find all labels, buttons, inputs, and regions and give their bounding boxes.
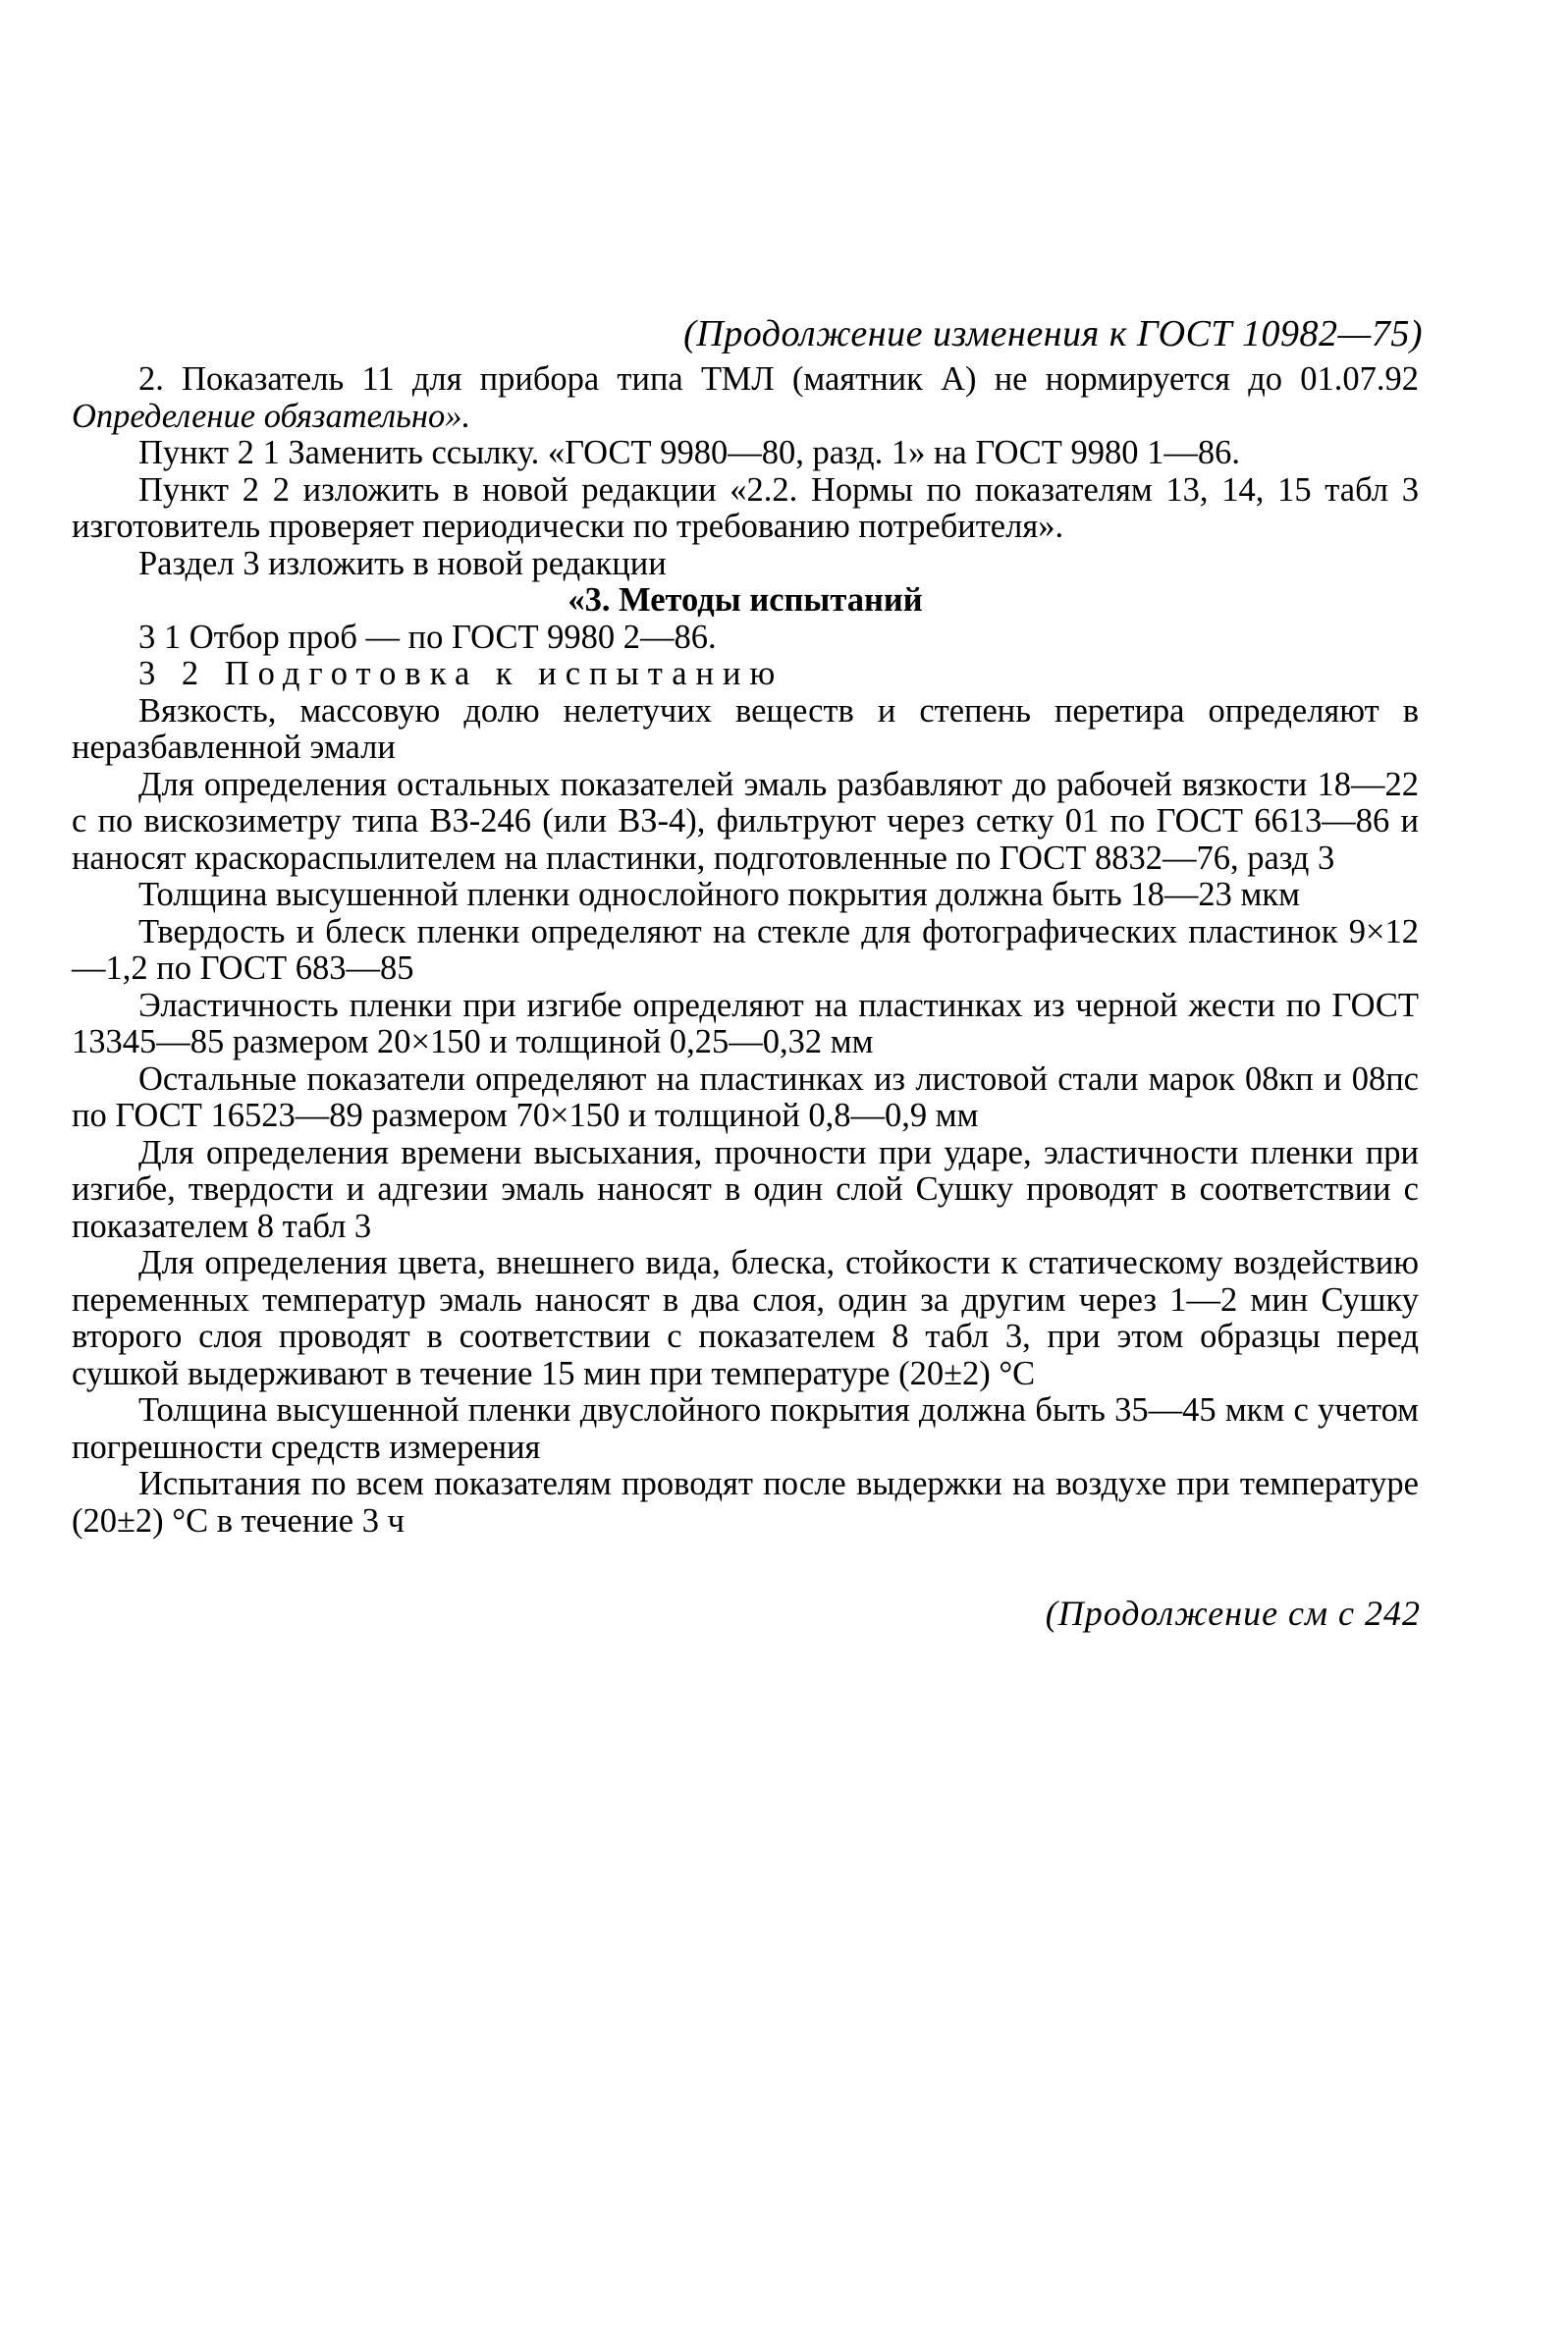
- paragraph-section-3-intro: Раздел 3 изложить в новой редакции: [138, 544, 667, 582]
- paragraph-dilution: Для определения остальных показателей эмаль разбавляют до рабочей вязкости 18—22 с по вискозиметру типа ВЗ-246 (или ВЗ-4), фильтруют через сетку 01 по ГОСТ 6613—86 и наносят краскораспылителем на пластинки, подготовленные по ГОСТ 8832—76, разд 3: [72, 765, 1419, 877]
- paragraph-clause-2-2: Пункт 2 2 изложить в новой редакции «2.2. Нормы по показателям 13, 14, 15 табл 3 изготовитель проверяет периодически по требованию потребителя».: [72, 470, 1419, 545]
- paragraph-clause-2-1: Пункт 2 1 Заменить ссылку. «ГОСТ 9980—80, разд. 1» на ГОСТ 9980 1—86.: [138, 434, 1240, 471]
- paragraph-double-layer-thickness: Толщина высушенной пленки двуслойного покрытия должна быть 35—45 мкм с учетом погрешности средств измерения: [72, 1391, 1419, 1466]
- continuation-header: (Продолжение изменения к ГОСТ 10982—75): [683, 313, 1423, 354]
- paragraph-elasticity: Эластичность пленки при изгибе определяют на пластинках из черной жести по ГОСТ 13345—85 размером 20×150 и толщиной 0,25—0,32 мм: [72, 986, 1419, 1060]
- paragraph-hardness-gloss: Твердость и блеск пленки определяют на стекле для фотографических пластинок 9×12—1,2 по ГОСТ 683—85: [72, 912, 1419, 987]
- paragraph-single-layer-thickness: Толщина высушенной пленки однослойного покрытия должна быть 18—23 мкм: [138, 876, 1300, 913]
- paragraph-other-indicators: Остальные показатели определяют на пластинках из листовой стали марок 08кп и 08пс по ГОСТ 16523—89 размером 70×150 и толщиной 0,8—0,9 мм: [72, 1059, 1419, 1134]
- paragraph-color-appearance: Для определения цвета, внешнего вида, блеска, стойкости к статическому воздействию переменных температур эмаль наносят в два слоя, один за другим через 1—2 мин Сушку второго слоя проводят в соответствии с показателем 8 табл 3, при этом образцы перед сушкой выдерживают в течение 15 мин при температуре (20±2) °С: [72, 1244, 1419, 1392]
- paragraph-viscosity: Вязкость, массовую долю нелетучих веществ и степень перетира определяют в неразбавленной эмали: [72, 691, 1419, 766]
- paragraph-indicator-11: 2. Показатель 11 для прибора типа ТМЛ (маятник А) не нормируется до 01.07.92 Определение обязательно».: [72, 360, 1419, 435]
- paragraph-test-conditions: Испытания по всем показателям проводят после выдержки на воздухе при температуре (20±2) °С в течение 3 ч: [72, 1465, 1419, 1540]
- section-heading: «3. Методы испытаний: [568, 581, 923, 619]
- continuation-footer: (Продолжение см с 242: [1045, 1594, 1421, 1633]
- italic-phrase: Определение обязательно».: [72, 397, 471, 435]
- paragraph-drying-time: Для определения времени высыхания, прочности при ударе, эластичности пленки при изгибе, твердости и адгезии эмаль наносят в один слой Сушку проводят в соответствии с показателем 8 табл 3: [72, 1133, 1419, 1245]
- paragraph-3-2: 3 2 Подготовка к испытанию: [138, 655, 784, 692]
- document-body: [72, 361, 1419, 1540]
- paragraph-3-1: 3 1 Отбор проб — по ГОСТ 9980 2—86.: [138, 618, 717, 656]
